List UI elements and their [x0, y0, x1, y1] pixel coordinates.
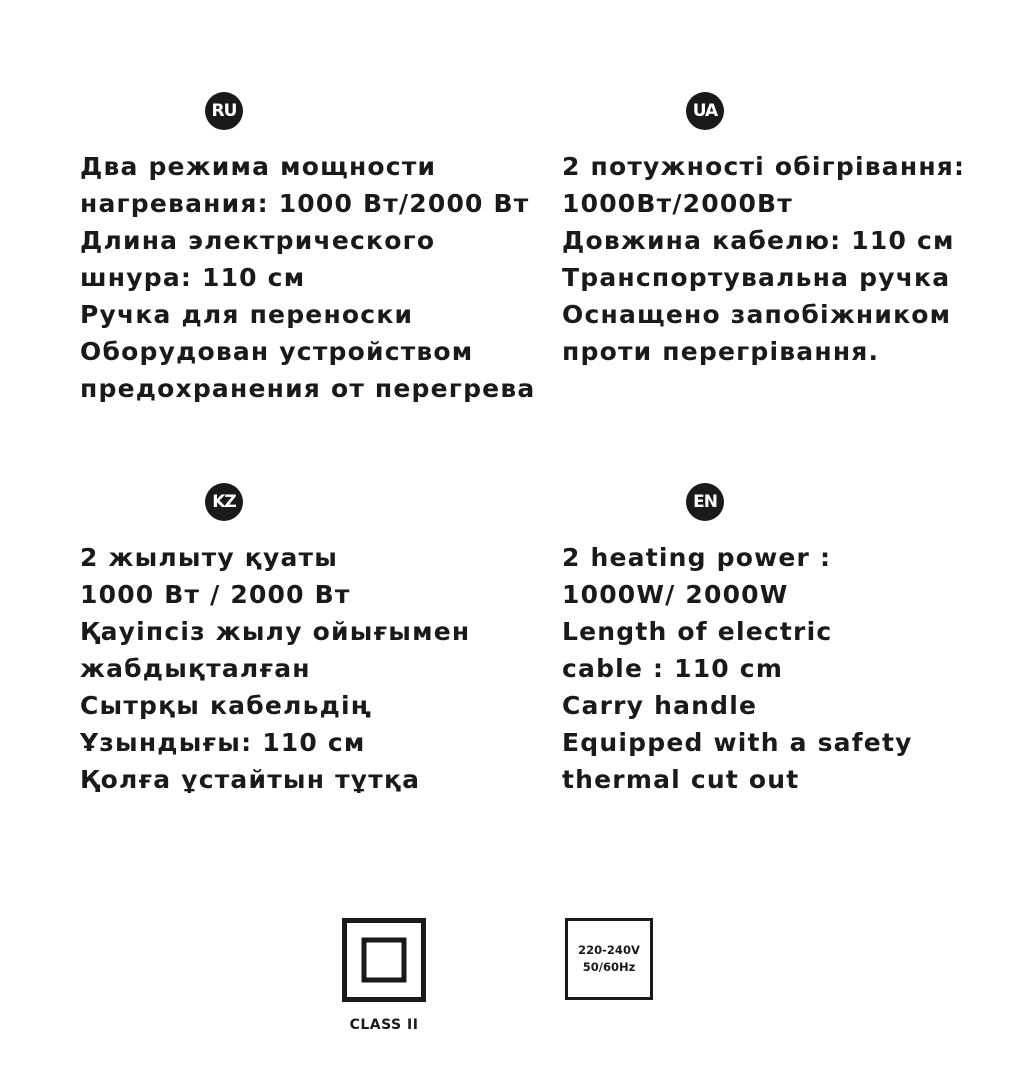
- ru-line-6: Оборудован устройством: [80, 337, 474, 366]
- ua-badge: [686, 92, 724, 130]
- ua-badge-code: UA: [692, 101, 718, 121]
- ua-line-5: Оснащено запобіжником: [562, 300, 952, 329]
- double-square-icon: [342, 918, 426, 1002]
- en-line-2: 1000W/ 2000W: [562, 580, 789, 609]
- ua-spec-list: [562, 148, 965, 370]
- en-line-1: 2 heating power :: [562, 543, 832, 572]
- voltage-range: 220-240V: [578, 943, 640, 957]
- ru-line-4: шнура: 110 см: [80, 263, 306, 292]
- ua-line-3: Довжина кабелю: 110 см: [562, 226, 955, 255]
- class-label: CLASS II: [349, 1017, 419, 1033]
- ua-line-1: 2 потужності обігрівання:: [562, 152, 966, 181]
- kz-line-7: Қолға ұстайтын тұтқа: [80, 765, 421, 794]
- kz-spec-list: [80, 539, 470, 798]
- ua-line-2: 1000Вт/2000Вт: [562, 189, 793, 218]
- voltage-frequency: 50/60Hz: [582, 960, 636, 974]
- en-badge-code: EN: [693, 492, 717, 512]
- kz-line-2: 1000 Вт / 2000 Вт: [80, 580, 351, 609]
- en-line-6: Equipped with a safety: [562, 728, 913, 757]
- voltage-box: [565, 918, 653, 1000]
- ru-badge: [205, 92, 243, 130]
- en-line-3: Length of electric: [562, 617, 833, 646]
- ru-badge-code: RU: [211, 101, 237, 121]
- en-line-5: Carry handle: [562, 691, 758, 720]
- ru-line-2: нагревания: 1000 Вт/2000 Вт: [80, 189, 530, 218]
- ua-line-4: Транспортувальна ручка: [562, 263, 951, 292]
- ua-line-6: проти перегрівання.: [562, 337, 880, 366]
- ru-line-1: Два режима мощности: [80, 152, 437, 181]
- kz-badge-code: KZ: [212, 492, 236, 512]
- ru-line-5: Ручка для переноски: [80, 300, 414, 329]
- kz-line-4: жабдықталған: [80, 654, 311, 683]
- ru-spec-list: [80, 148, 535, 407]
- kz-line-6: Ұзындығы: 110 см: [80, 728, 366, 757]
- en-line-7: thermal cut out: [562, 765, 800, 794]
- ru-line-3: Длина электрического: [80, 226, 436, 255]
- en-badge: [686, 483, 724, 521]
- kz-line-5: Сытрқы кабельдің: [80, 691, 373, 720]
- ru-line-7: предохранения от перегрева: [80, 374, 536, 403]
- kz-line-1: 2 жылыту қуаты: [80, 543, 339, 572]
- en-line-4: cable : 110 cm: [562, 654, 784, 683]
- kz-badge: [205, 483, 243, 521]
- en-spec-list: [562, 539, 913, 798]
- kz-line-3: Қауіпсіз жылу ойығымен: [80, 617, 471, 646]
